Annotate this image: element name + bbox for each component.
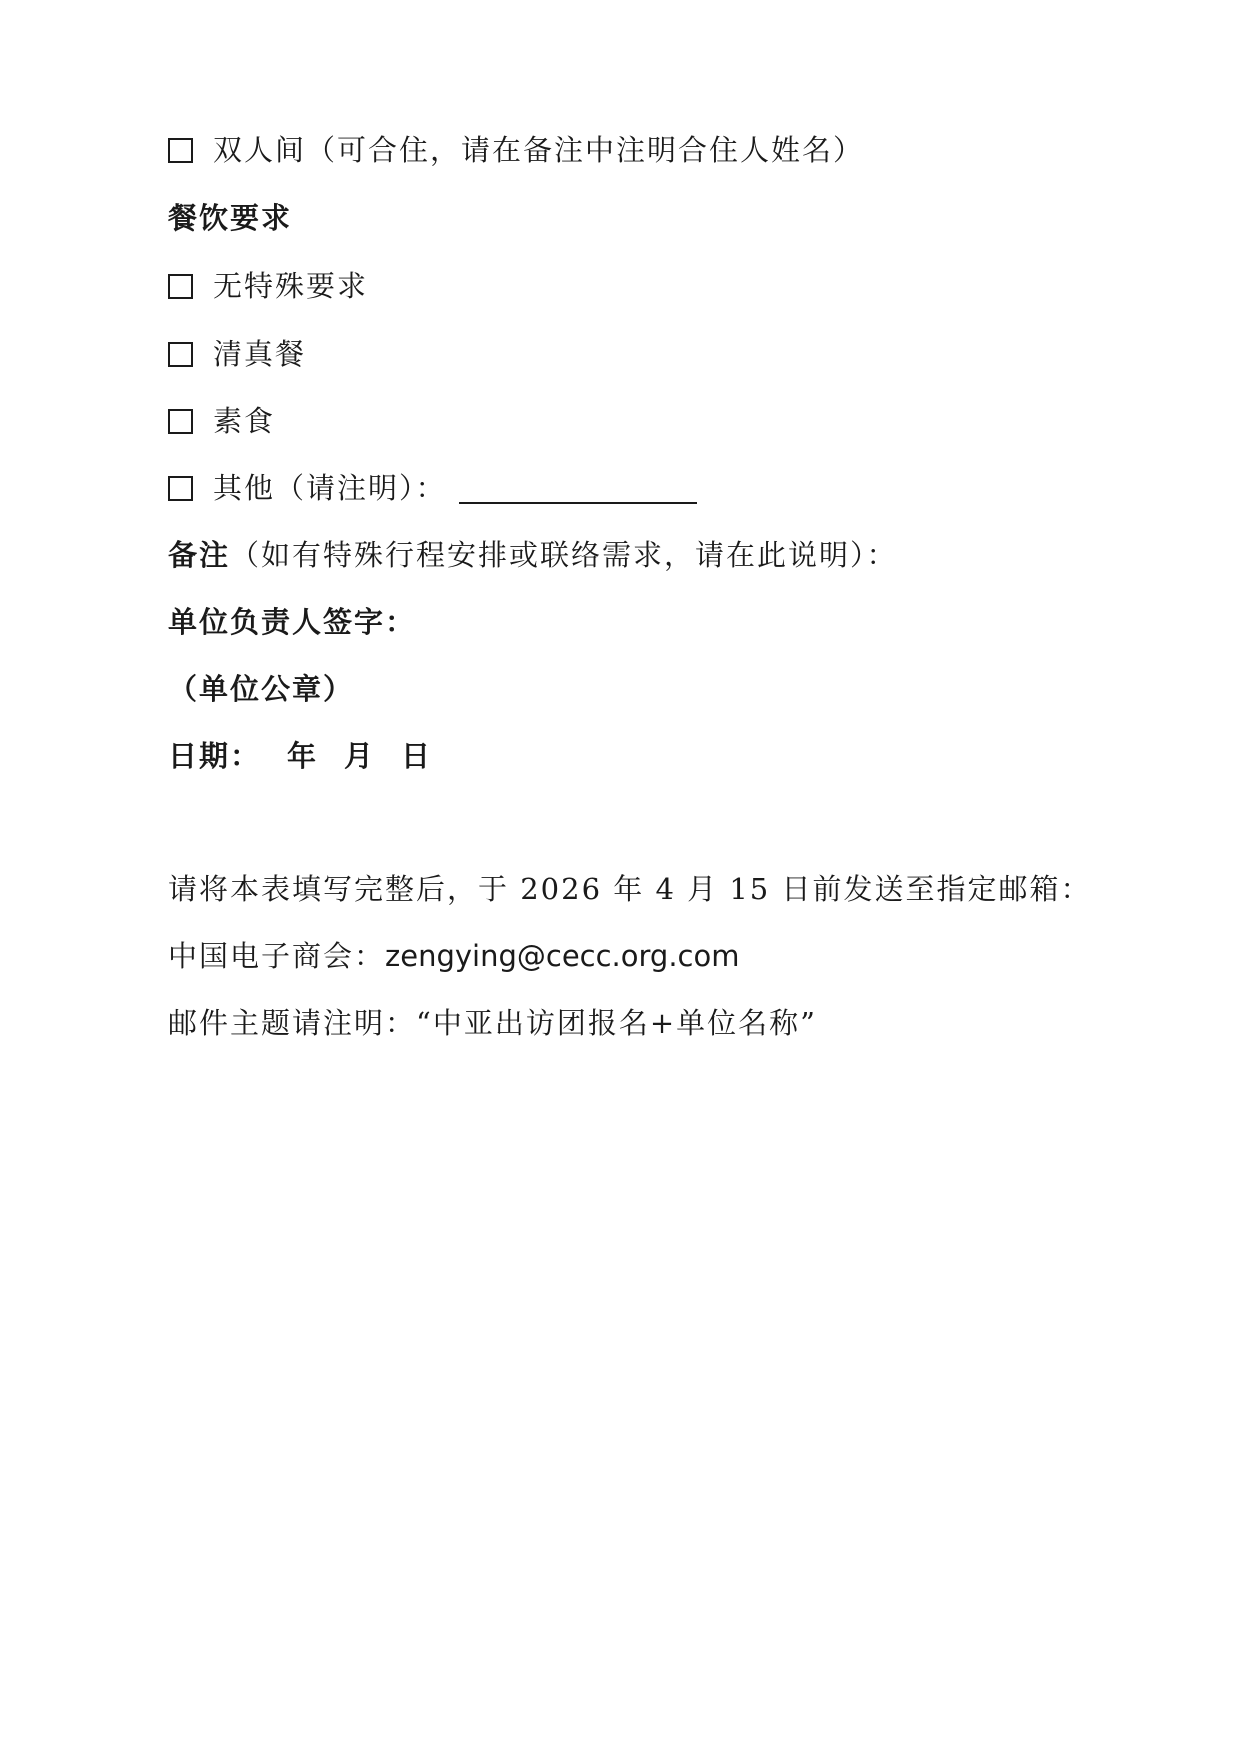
date-month: 月 bbox=[344, 739, 376, 773]
subject-note: 邮件主题请注明：“中亚出访团报名+单位名称” bbox=[168, 1006, 817, 1040]
remarks-line bbox=[168, 537, 898, 573]
dining-other-checkbox[interactable] bbox=[168, 476, 193, 501]
dining-vegetarian-label: 素食 bbox=[213, 404, 276, 438]
twin-room-option[interactable] bbox=[168, 132, 864, 168]
org-label: 中国电子商会： bbox=[168, 939, 386, 973]
dining-vegetarian-checkbox[interactable] bbox=[168, 409, 193, 434]
remarks-note: （如有特殊行程安排或联络需求，请在此说明）： bbox=[230, 538, 898, 572]
remarks-label: 备注 bbox=[168, 538, 231, 572]
dining-option-halal[interactable] bbox=[168, 336, 306, 372]
dining-option-none[interactable] bbox=[168, 268, 368, 304]
dining-other-blank[interactable] bbox=[459, 472, 697, 504]
twin-room-checkbox[interactable] bbox=[168, 138, 193, 163]
dining-halal-checkbox[interactable] bbox=[168, 342, 193, 367]
date-day: 日 bbox=[401, 739, 433, 773]
contact-email[interactable]: zengying@cecc.org.com bbox=[385, 939, 740, 973]
date-year: 年 bbox=[287, 739, 319, 773]
dining-option-other[interactable] bbox=[168, 470, 697, 506]
official-seal-label: （单位公章） bbox=[168, 672, 355, 706]
signature-label: 单位负责人签字： bbox=[168, 605, 417, 639]
dining-other-label: 其他（请注明）： bbox=[213, 471, 447, 505]
contact-line bbox=[168, 938, 740, 974]
submission-instruction: 请将本表填写完整后，于 2026 年 4 月 15 日前发送至指定邮箱： bbox=[168, 872, 1092, 906]
date-label: 日期： bbox=[168, 739, 262, 773]
dining-halal-label: 清真餐 bbox=[213, 337, 307, 371]
date-line bbox=[168, 738, 432, 774]
dining-option-vegetarian[interactable] bbox=[168, 403, 275, 439]
dining-none-label: 无特殊要求 bbox=[213, 269, 369, 303]
dining-none-checkbox[interactable] bbox=[168, 274, 193, 299]
twin-room-label: 双人间（可合住，请在备注中注明合住人姓名） bbox=[213, 133, 865, 167]
dining-heading: 餐饮要求 bbox=[168, 201, 293, 235]
